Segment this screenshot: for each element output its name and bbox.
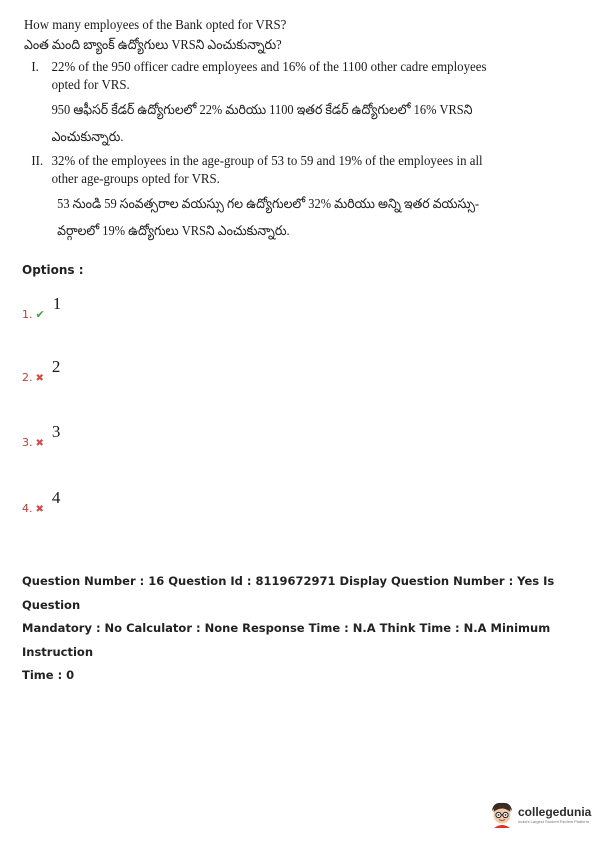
logo-text	[518, 806, 591, 824]
statement-1	[24, 59, 487, 149]
statement-telugu-line: వర్గాలలో 19% ఉద్యోగులు VRSని ఎంచుకున్నారు.	[57, 223, 290, 238]
logo-tagline: India's Largest Student Review Platform	[518, 819, 590, 824]
option-text: 4	[51, 488, 61, 507]
statement-number: II.	[31, 154, 44, 169]
question-text-english: How many employees of the Bank opted for VRS?	[24, 18, 287, 33]
cross-icon: ✖	[35, 504, 44, 515]
question-metadata	[22, 570, 582, 688]
option-number: 3.	[22, 436, 33, 449]
option-2[interactable]	[22, 357, 61, 384]
collegedunia-logo[interactable]	[489, 799, 592, 831]
statement-english-line: 22% of the 950 officer cadre employees and 16% of the 1100 other cadre employees	[51, 60, 487, 75]
metadata-line: Question Number : 16 Question Id : 8119672971 Display Question Number : Yes Is Question	[22, 574, 555, 612]
statement-english-line: 32% of the employees in the age-group of 53 to 59 and 19% of the employees in all	[51, 154, 483, 169]
metadata-line: Mandatory : No Calculator : None Response Time : N.A Think Time : N.A Minimum Instruction	[22, 621, 551, 659]
statement-number: I.	[31, 60, 39, 75]
option-number: 2.	[22, 371, 33, 384]
question-text-telugu: ఎంత మంది బ్యాంక్ ఉద్యోగులు VRSని ఎంచుకున్నారు?	[24, 37, 282, 52]
option-4[interactable]	[22, 488, 61, 515]
option-number: 1.	[22, 308, 33, 321]
statement-english-line: opted for VRS.	[51, 78, 130, 93]
statement-telugu-line: 53 నుండి 59 సంవత్సరాల వయస్సు గల ఉద్యోగులలో 32% మరియు అన్ని ఇతర వయస్సు-	[57, 196, 480, 211]
cross-icon: ✖	[35, 373, 44, 384]
check-icon: ✔	[35, 308, 45, 321]
student-mascot-icon	[489, 801, 515, 829]
statement-english-line: other age-groups opted for VRS.	[51, 172, 220, 187]
option-text: 2	[51, 357, 61, 376]
statement-2	[24, 153, 483, 243]
logo-name: collegedunia	[518, 805, 592, 819]
cross-icon: ✖	[35, 438, 44, 449]
question-block	[24, 17, 487, 243]
option-text: 1	[52, 294, 62, 313]
statement-telugu-line: ఎంచుకున్నారు.	[51, 129, 124, 144]
option-3[interactable]	[22, 422, 61, 449]
option-text: 3	[51, 422, 61, 441]
option-1[interactable]	[22, 294, 62, 321]
metadata-line: Time : 0	[22, 668, 75, 682]
option-number: 4.	[22, 502, 33, 515]
statement-telugu-line: 950 ఆఫీసర్ కేడర్ ఉద్యోగులలో 22% మరియు 1100 ఇతర కేడర్ ఉద్యోగులలో 16% VRSని	[51, 102, 473, 117]
options-heading: Options :	[22, 263, 84, 277]
